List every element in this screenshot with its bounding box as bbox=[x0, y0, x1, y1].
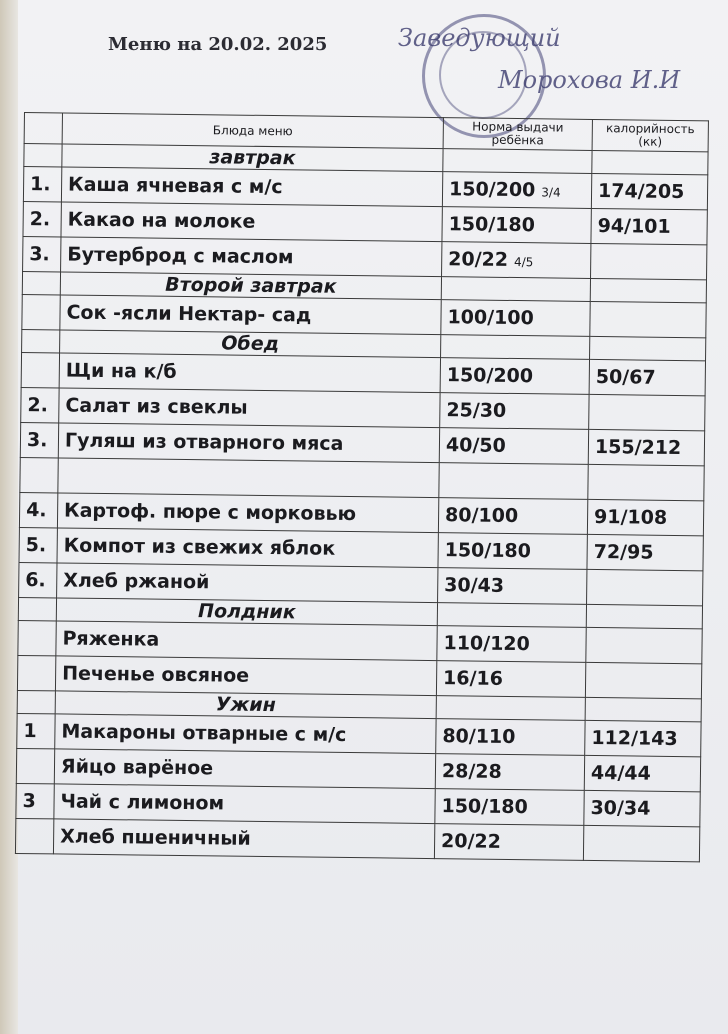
calorie-value bbox=[586, 627, 702, 663]
dish-name: Салат из свеклы bbox=[59, 388, 440, 428]
serving-norm bbox=[438, 498, 587, 535]
serving-norm-value: 28/28 bbox=[441, 760, 502, 783]
row-number: 2. bbox=[23, 201, 61, 236]
serving-norm bbox=[436, 719, 585, 756]
dish-name: Картоф. пюре с морковью bbox=[57, 493, 438, 533]
row-number: 1 bbox=[17, 713, 55, 748]
serving-norm bbox=[442, 242, 591, 279]
serving-norm bbox=[435, 754, 584, 791]
dish-name: Печенье овсяное bbox=[55, 656, 436, 696]
serving-norm bbox=[436, 661, 585, 698]
serving-norm bbox=[435, 789, 584, 826]
row-number bbox=[20, 457, 58, 492]
menu-table bbox=[15, 112, 709, 862]
row-number: 6. bbox=[19, 562, 57, 597]
row-number bbox=[22, 294, 60, 329]
calorie-value bbox=[587, 569, 703, 605]
dish-name: Чай с лимоном bbox=[54, 784, 435, 824]
dish-name: Бутерброд с маслом bbox=[61, 237, 442, 277]
serving-note: 3/4 bbox=[541, 185, 561, 200]
dish-name: Хлеб ржаной bbox=[57, 563, 438, 603]
page-title: Меню на 20.02. 2025 bbox=[108, 34, 328, 55]
row-number bbox=[15, 818, 53, 853]
section-kcal-cell bbox=[592, 150, 708, 174]
section-num-cell bbox=[17, 690, 55, 713]
dish-name: Компот из свежих яблок bbox=[57, 528, 438, 568]
section-title: Ужин bbox=[55, 691, 436, 719]
serving-norm bbox=[439, 463, 588, 500]
section-norm-cell bbox=[436, 696, 585, 721]
dish-name: Гуляш из отварного мяса bbox=[58, 423, 439, 463]
page-edge bbox=[0, 0, 18, 1034]
dish-name: Какао на молоке bbox=[61, 202, 442, 242]
section-norm-cell bbox=[441, 335, 590, 360]
serving-note: 4/5 bbox=[513, 254, 534, 270]
serving-norm-value: 150/200 bbox=[446, 364, 534, 388]
calorie-value: 174/205 bbox=[591, 173, 707, 209]
signature bbox=[398, 24, 698, 104]
serving-norm bbox=[440, 358, 589, 395]
serving-norm-value: 16/16 bbox=[442, 667, 504, 690]
row-number: 3. bbox=[23, 236, 61, 271]
dish-name: Щи на к/б bbox=[59, 353, 440, 393]
section-title: Полдник bbox=[56, 598, 437, 626]
row-number: 3. bbox=[20, 422, 58, 457]
serving-norm bbox=[438, 533, 587, 570]
dish-name: Яйцо варёное bbox=[54, 749, 435, 789]
section-norm-cell bbox=[437, 603, 586, 628]
serving-norm-value: 150/200 bbox=[448, 178, 536, 202]
header-num-cell bbox=[24, 113, 62, 144]
calorie-value bbox=[588, 464, 704, 500]
serving-norm bbox=[437, 626, 586, 663]
menu-table-body bbox=[15, 113, 708, 862]
serving-norm bbox=[442, 207, 591, 244]
section-kcal-cell bbox=[585, 697, 701, 721]
row-number: 4. bbox=[19, 492, 57, 527]
calorie-value: 72/95 bbox=[587, 534, 703, 570]
row-number: 1. bbox=[23, 167, 61, 202]
section-num-cell bbox=[22, 271, 60, 294]
section-num-cell bbox=[18, 597, 56, 620]
calorie-value bbox=[589, 394, 705, 430]
dish-name: Сок -ясли Нектар- сад bbox=[60, 295, 441, 335]
row-number: 3 bbox=[16, 783, 54, 818]
serving-norm-value: 30/43 bbox=[444, 574, 505, 597]
section-title: Второй завтрак bbox=[60, 272, 441, 300]
dish-name: Каша ячневая с м/с bbox=[61, 167, 442, 207]
dish-name bbox=[58, 458, 439, 498]
signature-line-1: Заведующий bbox=[398, 24, 561, 52]
section-norm-cell bbox=[443, 149, 592, 174]
serving-norm-value: 20/22 bbox=[440, 830, 502, 853]
section-kcal-cell bbox=[590, 278, 706, 302]
calorie-value: 44/44 bbox=[584, 755, 700, 791]
serving-norm bbox=[441, 300, 590, 337]
dish-name: Макароны отварные с м/с bbox=[55, 714, 436, 754]
serving-norm-value: 150/180 bbox=[448, 213, 536, 237]
dish-name: Хлеб пшеничный bbox=[53, 819, 434, 859]
row-number bbox=[16, 748, 54, 783]
row-number: 2. bbox=[21, 387, 59, 422]
section-title: завтрак bbox=[62, 144, 443, 172]
serving-norm bbox=[434, 824, 583, 861]
calorie-value: 30/34 bbox=[584, 790, 700, 826]
serving-norm bbox=[439, 428, 588, 465]
serving-norm-value: 150/180 bbox=[444, 539, 532, 563]
calorie-value: 91/108 bbox=[587, 499, 703, 535]
calorie-value: 50/67 bbox=[589, 359, 705, 395]
serving-norm bbox=[440, 393, 589, 430]
section-num-cell bbox=[24, 144, 62, 167]
calorie-value bbox=[583, 825, 699, 861]
serving-norm bbox=[438, 568, 587, 605]
signature-line-2: Морохова И.И bbox=[498, 66, 681, 94]
serving-norm bbox=[442, 172, 591, 209]
section-norm-cell bbox=[441, 277, 590, 302]
section-num-cell bbox=[22, 329, 60, 352]
row-number bbox=[21, 352, 59, 387]
serving-norm-value: 150/180 bbox=[441, 795, 528, 819]
serving-norm-value: 40/50 bbox=[445, 434, 506, 457]
row-number bbox=[18, 620, 56, 655]
calorie-value: 112/143 bbox=[585, 720, 701, 756]
section-kcal-cell bbox=[590, 336, 706, 360]
calorie-value: 155/212 bbox=[588, 429, 704, 465]
dish-name: Ряженка bbox=[56, 621, 437, 661]
serving-norm-value: 80/110 bbox=[442, 725, 516, 749]
serving-norm-value: 110/120 bbox=[443, 632, 530, 656]
serving-norm-value: 100/100 bbox=[447, 306, 534, 330]
calorie-value bbox=[585, 662, 701, 698]
calorie-value bbox=[591, 243, 707, 279]
serving-norm-value: 20/22 bbox=[448, 248, 509, 271]
row-number: 5. bbox=[19, 527, 57, 562]
section-title: Обед bbox=[60, 330, 441, 358]
calorie-value bbox=[590, 301, 706, 337]
header-kcal: калорийность (кк) bbox=[592, 119, 708, 151]
section-kcal-cell bbox=[586, 604, 702, 628]
serving-norm-value: 80/100 bbox=[444, 504, 519, 528]
row-number bbox=[17, 655, 55, 690]
header-dish: Блюда меню bbox=[62, 113, 443, 149]
header-norm: Норма выдачи ребёнка bbox=[443, 118, 592, 151]
calorie-value: 94/101 bbox=[591, 208, 707, 244]
serving-norm-value: 25/30 bbox=[446, 399, 507, 422]
